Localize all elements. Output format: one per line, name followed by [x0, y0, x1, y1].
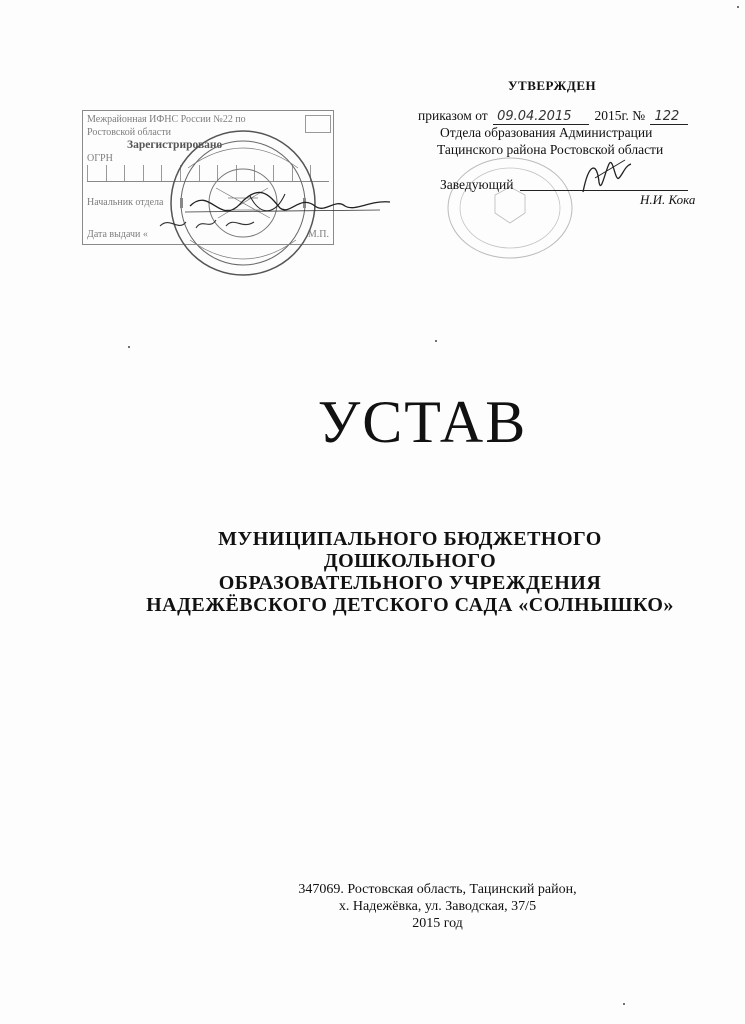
scan-speck [435, 340, 437, 342]
stamp-authority-line: Межрайонная ИФНС России №22 по [87, 114, 246, 125]
document-title: УСТАВ [317, 389, 528, 455]
scan-speck [737, 6, 739, 8]
organization-name-line-1: МУНИЦИПАЛЬНОГО БЮДЖЕТНОГО [218, 528, 602, 550]
department-seal-icon [440, 150, 580, 260]
scan-speck [623, 1003, 625, 1005]
stamp-ogrn-label: ОГРН [87, 153, 113, 164]
address-line-1: 347069. Ростовская область, Тацинский район, [298, 882, 577, 897]
order-number: 122 [650, 110, 688, 125]
stamp-region-line: Ростовской области [87, 127, 171, 138]
issue-date-handwriting-icon [150, 208, 260, 238]
order-prefix: приказом от [418, 108, 488, 123]
stamp-head-label: Начальник отдела [87, 197, 164, 208]
order-line [418, 108, 690, 125]
organization-name-line-4: НАДЕЖЁВСКОГО ДЕТСКОГО САДА «СОЛНЫШКО» [146, 594, 674, 616]
approved-title: УТВЕРЖДЕН [508, 78, 597, 93]
organization-name-line-2: ДОШКОЛЬНОГО [323, 550, 497, 572]
head-signature-icon [575, 152, 635, 202]
order-date: 09.04.2015 [493, 110, 589, 125]
address-line-2: х. Надежёвка, ул. Заводская, 37/5 [338, 899, 537, 914]
address-block [270, 881, 605, 932]
department-line-1: Отдела образования Администрации [440, 125, 653, 140]
organization-name-line-3: ОБРАЗОВАТЕЛЬНОГО УЧРЕЖДЕНИЯ [218, 572, 602, 594]
stamp-issue-date-label: Дата выдачи « [87, 229, 148, 240]
address-year: 2015 год [412, 916, 463, 931]
organization-name [110, 528, 710, 616]
stamp-registered-title: Зарегистрировано [127, 139, 223, 151]
stamp-mp-label: М.П. [307, 229, 329, 240]
scan-speck [128, 346, 130, 348]
order-year: 2015г. № [594, 108, 646, 123]
head-name: Н.И. Кока [640, 192, 696, 207]
department-line-2: Тацинского района Ростовской области [437, 142, 664, 157]
head-label: Заведующий [440, 177, 514, 192]
